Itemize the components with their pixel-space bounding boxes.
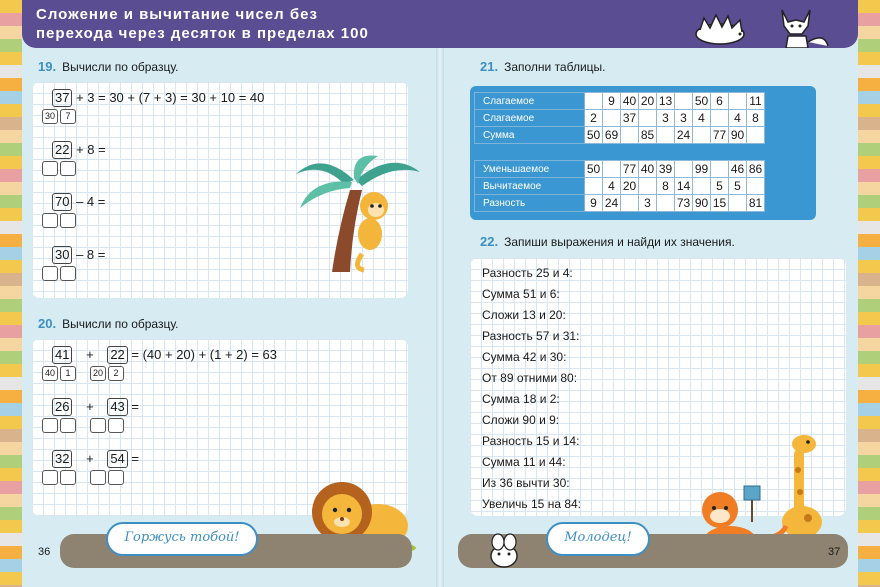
stripe [0, 377, 22, 390]
task-19-item-2: 70 – 4 = [52, 193, 105, 211]
table-cell: 24 [603, 195, 621, 212]
table-cell: 99 [693, 161, 711, 178]
stripe [858, 234, 880, 247]
table-cell: 20 [621, 178, 639, 195]
split-answer-box[interactable] [60, 418, 76, 433]
stripe [858, 78, 880, 91]
expression-line: Сумма 42 и 30: [482, 350, 567, 364]
praise-bubble-right: Молодец! [546, 522, 650, 556]
stripe [0, 182, 22, 195]
task-19-example [52, 89, 264, 107]
table-cell: 8 [747, 110, 765, 127]
stripe [858, 91, 880, 104]
stripe [0, 117, 22, 130]
chapter-banner [22, 0, 858, 48]
stripe [0, 26, 22, 39]
split-box: 30 [42, 109, 58, 124]
task-21-title [480, 59, 605, 74]
empty-cell[interactable] [729, 195, 747, 212]
stripe [858, 169, 880, 182]
stripe [858, 546, 880, 559]
empty-cell[interactable] [603, 161, 621, 178]
right-decorative-stripes [858, 0, 880, 587]
stripe [0, 273, 22, 286]
stripe [858, 0, 880, 13]
split-box: 2 [108, 366, 124, 381]
split-answer-box[interactable] [60, 213, 76, 228]
split-answer-box[interactable] [108, 418, 124, 433]
table-cell: 50 [693, 93, 711, 110]
stripe [858, 455, 880, 468]
example-expression: + 3 = 30 + (7 + 3) = 30 + 10 = 40 [72, 90, 265, 105]
task-20-example [52, 346, 277, 364]
stripe [0, 91, 22, 104]
empty-cell[interactable] [675, 93, 693, 110]
row-label: Уменьшаемое [475, 161, 585, 178]
row-label: Слагаемое [475, 110, 585, 127]
stripe [0, 260, 22, 273]
split-answer-box[interactable] [60, 266, 76, 281]
stripe [0, 234, 22, 247]
number-box: 26 [52, 398, 72, 416]
stripe [0, 312, 22, 325]
stripe [0, 455, 22, 468]
fox-icon [762, 2, 832, 48]
example-expression: = (40 + 20) + (1 + 2) = 63 [127, 347, 278, 362]
empty-cell[interactable] [603, 110, 621, 127]
plus-sign: + [86, 347, 94, 362]
stripe [0, 156, 22, 169]
stripe [858, 299, 880, 312]
stripe [0, 364, 22, 377]
answer-split-boxes [42, 213, 76, 228]
stripe [858, 338, 880, 351]
table-cell: 90 [729, 127, 747, 144]
stripe [858, 559, 880, 572]
chapter-title-line1: Сложение и вычитание чисел без [36, 6, 318, 23]
stripe [0, 65, 22, 78]
stripe [858, 182, 880, 195]
stripe [858, 468, 880, 481]
task-number: 22. [480, 234, 499, 249]
task-22-title [480, 234, 735, 249]
addition-table [474, 92, 765, 144]
table-cell: 20 [639, 93, 657, 110]
table-cell: 39 [657, 161, 675, 178]
hedgehog-icon [690, 10, 750, 46]
split-answer-box[interactable] [42, 418, 58, 433]
stripe [858, 533, 880, 546]
table-cell: 73 [675, 195, 693, 212]
task-instruction: Запиши выражения и найди их значения. [504, 235, 735, 249]
stripe [858, 364, 880, 377]
stripe [0, 0, 22, 13]
table-cell: 14 [675, 178, 693, 195]
table-cell: 4 [603, 178, 621, 195]
stripe [0, 39, 22, 52]
stripe [0, 520, 22, 533]
number-box: 43 [107, 398, 127, 416]
stripe [0, 208, 22, 221]
example-split-boxes [42, 366, 76, 381]
empty-cell[interactable] [621, 127, 639, 144]
table-row [475, 127, 765, 144]
stripe [858, 208, 880, 221]
split-box: 20 [90, 366, 106, 381]
stripe [0, 13, 22, 26]
task-number: 19. [38, 59, 57, 74]
table-cell: 50 [585, 161, 603, 178]
empty-cell[interactable] [621, 195, 639, 212]
row-label: Разность [475, 195, 585, 212]
table-cell: 24 [675, 127, 693, 144]
stripe [858, 104, 880, 117]
stripe [0, 442, 22, 455]
stripe [858, 117, 880, 130]
table-cell: 8 [657, 178, 675, 195]
stripe [0, 494, 22, 507]
stripe [858, 390, 880, 403]
stripe [0, 299, 22, 312]
expression-line: Сложи 13 и 20: [482, 308, 566, 322]
number-box: 32 [52, 450, 72, 468]
bee-icon [484, 532, 524, 572]
task-instruction: Вычисли по образцу. [62, 60, 179, 74]
expression-line: Сумма 18 и 2: [482, 392, 560, 406]
expression-line: Разность 25 и 4: [482, 266, 573, 280]
table-row [475, 110, 765, 127]
task-20-title [38, 316, 178, 331]
table-cell: 4 [729, 110, 747, 127]
empty-cell[interactable] [657, 195, 675, 212]
stripe [858, 312, 880, 325]
task-19-title [38, 59, 178, 74]
empty-cell[interactable] [639, 178, 657, 195]
stripe [858, 52, 880, 65]
stripe [858, 65, 880, 78]
stripe [0, 78, 22, 91]
row-label: Сумма [475, 127, 585, 144]
stripe [0, 104, 22, 117]
task-instruction: Вычисли по образцу. [62, 317, 179, 331]
stripe [0, 416, 22, 429]
stripe [0, 403, 22, 416]
expression-line: От 89 отними 80: [482, 371, 578, 385]
table-cell: 6 [711, 93, 729, 110]
expression-line: Увеличь 15 на 84: [482, 497, 582, 511]
stripe [0, 221, 22, 234]
table-cell: 5 [729, 178, 747, 195]
table-cell: 86 [747, 161, 765, 178]
stripe [858, 39, 880, 52]
subtraction-table [474, 160, 765, 212]
empty-cell[interactable] [639, 110, 657, 127]
table-cell: 50 [585, 127, 603, 144]
split-answer-box[interactable] [42, 266, 58, 281]
stripe [0, 533, 22, 546]
table-cell: 37 [621, 110, 639, 127]
stripe [858, 377, 880, 390]
stripe [858, 572, 880, 585]
stripe [858, 260, 880, 273]
table-cell: 5 [711, 178, 729, 195]
stripe [858, 325, 880, 338]
answer-split-boxes [42, 266, 76, 281]
stripe [858, 429, 880, 442]
split-answer-box[interactable] [90, 418, 106, 433]
expression-line: Сумма 51 и 6: [482, 287, 560, 301]
stripe [858, 442, 880, 455]
stripe [858, 195, 880, 208]
empty-cell[interactable] [585, 178, 603, 195]
number-box: 22 [52, 141, 72, 159]
chapter-title-line2: перехода через десяток в пределах 100 [36, 25, 369, 42]
empty-cell[interactable] [711, 161, 729, 178]
task-instruction: Заполни таблицы. [504, 60, 606, 74]
split-answer-box[interactable] [60, 161, 76, 176]
row-label: Слагаемое [475, 93, 585, 110]
table-cell: 3 [675, 110, 693, 127]
stripe [858, 351, 880, 364]
stripe [0, 429, 22, 442]
stripe [858, 273, 880, 286]
table-cell: 2 [585, 110, 603, 127]
table-cell: 40 [621, 93, 639, 110]
table-row [475, 161, 765, 178]
table-cell: 77 [621, 161, 639, 178]
empty-cell[interactable] [747, 127, 765, 144]
page-number-right: 37 [828, 546, 841, 558]
expression-line: Из 36 вычти 30: [482, 476, 570, 490]
number-box: 30 [52, 246, 72, 264]
stripe [0, 286, 22, 299]
stripe [0, 481, 22, 494]
stripe [0, 468, 22, 481]
table-row [475, 93, 765, 110]
task-number: 21. [480, 59, 499, 74]
stripe [0, 143, 22, 156]
empty-cell[interactable] [747, 178, 765, 195]
table-cell: 11 [747, 93, 765, 110]
stripe [0, 390, 22, 403]
task-20-item-1: 26 + 43 = [52, 398, 139, 416]
book-gutter [436, 0, 444, 587]
split-answer-box[interactable] [90, 470, 106, 485]
expression-line: Разность 15 и 14: [482, 434, 580, 448]
empty-cell[interactable] [729, 93, 747, 110]
number-box: 54 [107, 450, 127, 468]
split-answer-box[interactable] [42, 161, 58, 176]
table-cell: 4 [693, 110, 711, 127]
task-20-item-2: 32 + 54 = [52, 450, 139, 468]
answer-split-boxes [90, 418, 124, 433]
table-cell: 15 [711, 195, 729, 212]
praise-bubble-left: Горжусь тобой! [106, 522, 258, 556]
plus-sign: + [86, 399, 94, 414]
empty-cell[interactable] [693, 127, 711, 144]
table-cell: 3 [657, 110, 675, 127]
answer-split-boxes [42, 161, 76, 176]
task-19-item-1: 22 + 8 = [52, 141, 106, 159]
table-cell: 69 [603, 127, 621, 144]
stripe [858, 481, 880, 494]
expression-line: Сумма 11 и 44: [482, 455, 566, 469]
stripe [0, 572, 22, 585]
stripe [858, 520, 880, 533]
number-box: 41 [52, 346, 72, 364]
table-cell: 85 [639, 127, 657, 144]
plus-sign: + [86, 451, 94, 466]
example-split-boxes [42, 109, 76, 124]
stripe [858, 286, 880, 299]
split-answer-box[interactable] [60, 470, 76, 485]
expression-line: Разность 57 и 31: [482, 329, 580, 343]
table-row [475, 178, 765, 195]
stripe [0, 325, 22, 338]
empty-cell[interactable] [711, 110, 729, 127]
stripe [858, 416, 880, 429]
stripe [0, 507, 22, 520]
answer-split-boxes [90, 470, 124, 485]
stripe [858, 403, 880, 416]
example-split-boxes [90, 366, 124, 381]
number-box: 22 [107, 346, 127, 364]
number-box: 70 [52, 193, 72, 211]
expression-line: Сложи 90 и 9: [482, 413, 560, 427]
stripe [0, 546, 22, 559]
stripe [0, 169, 22, 182]
stripe [0, 338, 22, 351]
stripe [858, 507, 880, 520]
task-number: 20. [38, 316, 57, 331]
empty-cell[interactable] [693, 178, 711, 195]
table-cell: 77 [711, 127, 729, 144]
stripe [858, 13, 880, 26]
stripe [0, 351, 22, 364]
split-answer-box[interactable] [42, 213, 58, 228]
split-box: 7 [60, 109, 76, 124]
stripe [0, 195, 22, 208]
split-answer-box[interactable] [108, 470, 124, 485]
stripe [858, 221, 880, 234]
table-cell: 9 [585, 195, 603, 212]
table-cell: 13 [657, 93, 675, 110]
split-box: 1 [60, 366, 76, 381]
table-cell: 46 [729, 161, 747, 178]
table-cell: 81 [747, 195, 765, 212]
left-decorative-stripes [0, 0, 22, 587]
stripe [858, 143, 880, 156]
stripe [858, 130, 880, 143]
stripe [858, 26, 880, 39]
number-box: 37 [52, 89, 72, 107]
page-number-left: 36 [38, 546, 51, 558]
table-row [475, 195, 765, 212]
stripe [0, 130, 22, 143]
row-label: Вычитаемое [475, 178, 585, 195]
empty-cell[interactable] [585, 93, 603, 110]
answer-split-boxes [42, 470, 76, 485]
table-cell: 40 [639, 161, 657, 178]
stripe [858, 494, 880, 507]
split-answer-box[interactable] [42, 470, 58, 485]
answer-split-boxes [42, 418, 76, 433]
empty-cell[interactable] [657, 127, 675, 144]
split-box: 40 [42, 366, 58, 381]
stripe [0, 247, 22, 260]
stripe [0, 52, 22, 65]
stripe [0, 559, 22, 572]
task-19-item-3: 30 – 8 = [52, 246, 105, 264]
stripe [858, 156, 880, 169]
empty-cell[interactable] [675, 161, 693, 178]
monkey-palm-illustration [292, 150, 422, 275]
stripe [858, 247, 880, 260]
table-cell: 9 [603, 93, 621, 110]
table-cell: 90 [693, 195, 711, 212]
table-cell: 3 [639, 195, 657, 212]
